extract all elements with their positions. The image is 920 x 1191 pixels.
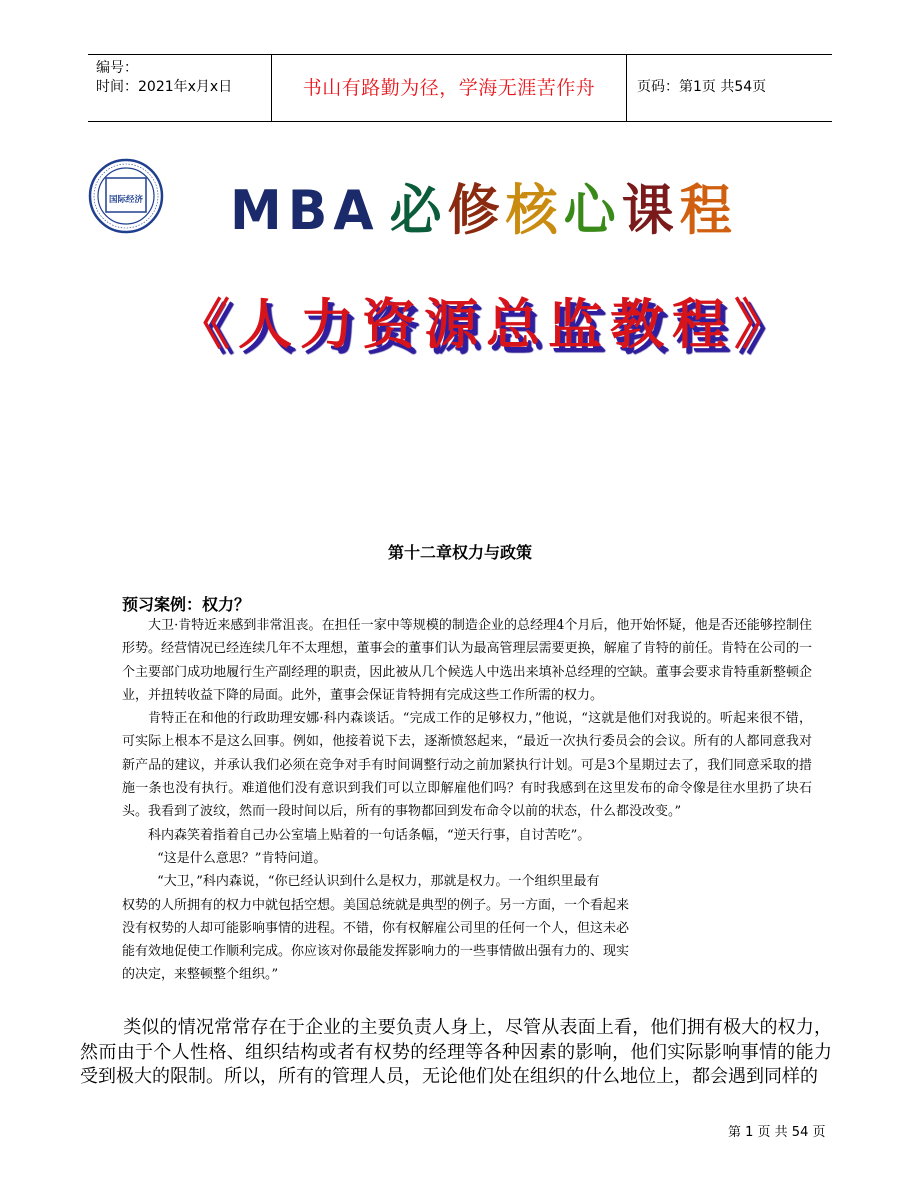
title-main-char: 心 <box>563 179 622 243</box>
case-paragraph-5-line: 没有权势的人却可能影响事情的进程。不错，你有权解雇公司里的任何一个人，但这未必 <box>122 920 630 936</box>
case-paragraph-5-line: 的决定，来整顿整个组织。” <box>122 967 279 983</box>
title-main-char: 修 <box>447 179 506 243</box>
case-paragraph-1: 大卫·肯特近来感到非常沮丧。在担任一家中等规模的制造企业的总经理4个月后，他开始怀疑，他是否还能够控制住形势。经营情况已经连续几年不太理想，董事会的董事们认为最高管理层需要更换，解雇了肯特的前任。肯特在公司的一个主要部门成功地履行生产副经理的职责，因此被从几个候选人中选出来填补总经理的空缺。董事会要求肯特重新整顿企业，并扭转收益下降的局面。此外，董事会保证肯特拥有完成这些工作所需的权力。 <box>122 618 812 703</box>
case-paragraph-4: “这是什么意思？”肯特问道。 <box>157 850 327 866</box>
chapter-heading: 第十二章权力与政策 <box>387 543 532 562</box>
svg-text:国际经济: 国际经济 <box>108 195 144 205</box>
time-label: 时间：2021年x月x日 <box>96 79 233 95</box>
title-subtitle: 《人力资源总监教程》 <box>176 292 796 356</box>
case-title: 预习案例：权力？ <box>122 595 251 614</box>
case-paragraph-5-line: 权势的人所拥有的权力中就包括空想。美国总统就是典型的例子。另一方面，一个看起来 <box>122 897 630 913</box>
number-label: 编号： <box>96 60 138 76</box>
title-main-char: 核 <box>505 179 564 243</box>
title-main <box>230 168 738 243</box>
header-page-info: 页码：第1页 共54页 <box>637 79 767 95</box>
case-paragraph-3: 科内森笑着指着自己办公室墙上贴着的一句话条幅，“逆天行事，自讨苦吃”。 <box>148 827 591 843</box>
title-main-char: MBA <box>230 179 380 243</box>
header-motto: 书山有路勤为径，学海无涯苦作舟 <box>271 55 627 121</box>
page-header <box>88 54 832 122</box>
case-paragraph-5 <box>122 870 662 986</box>
case-text <box>122 614 812 987</box>
case-paragraph-5-line: 能有效地促使工作顺利完成。你应该对你最能发挥影响力的一些事情做出强有力的、现实 <box>122 944 630 960</box>
title-main-char: 课 <box>621 179 680 243</box>
case-paragraph-5-line: “大卫，”科内森说，“你已经认识到什么是权力，那就是权力。一个组织里最有 <box>157 874 600 890</box>
case-paragraph-2: 肯特正在和他的行政助理安娜·科内森谈话。“完成工作的足够权力，”他说，“这就是他们对我说的。听起来很不错，可实际上根本不是这么回事。例如，他接着说下去，逐渐愤怒起来，“最近一次执行委员会的会议。所有的人都同意我对新产品的建议，并承认我们必须在竞争对手有时间调整行动之前加紧执行计划。可是3个星期过去了，我们同意采取的措施一条也没有执行。难道他们没有意识到我们可以立即解雇他们吗？有时我感到在这里发布的命令像是往水里扔了块石头。我看到了波纹，然而一段时间以后，所有的事物都回到发布命令以前的状态，什么都没改变。” <box>122 711 812 820</box>
body-paragraph: 类似的情况常常存在于企业的主要负责人身上，尽管从表面上看，他们拥有极大的权力，然而由于个人性格、组织结构或者有权势的经理等各种因素的影响，他们实际影响事情的能力受到极大的限制。所以，所有的管理人员，无论他们处在组织的什么地位上，都会遇到同样的 <box>80 1017 832 1087</box>
title-main-char: 程 <box>679 179 738 243</box>
university-seal-logo <box>88 158 164 234</box>
title-main-char: 必 <box>389 179 448 243</box>
header-meta <box>88 55 271 121</box>
page-footer: 第 1 页 共 54 页 <box>728 1125 826 1140</box>
